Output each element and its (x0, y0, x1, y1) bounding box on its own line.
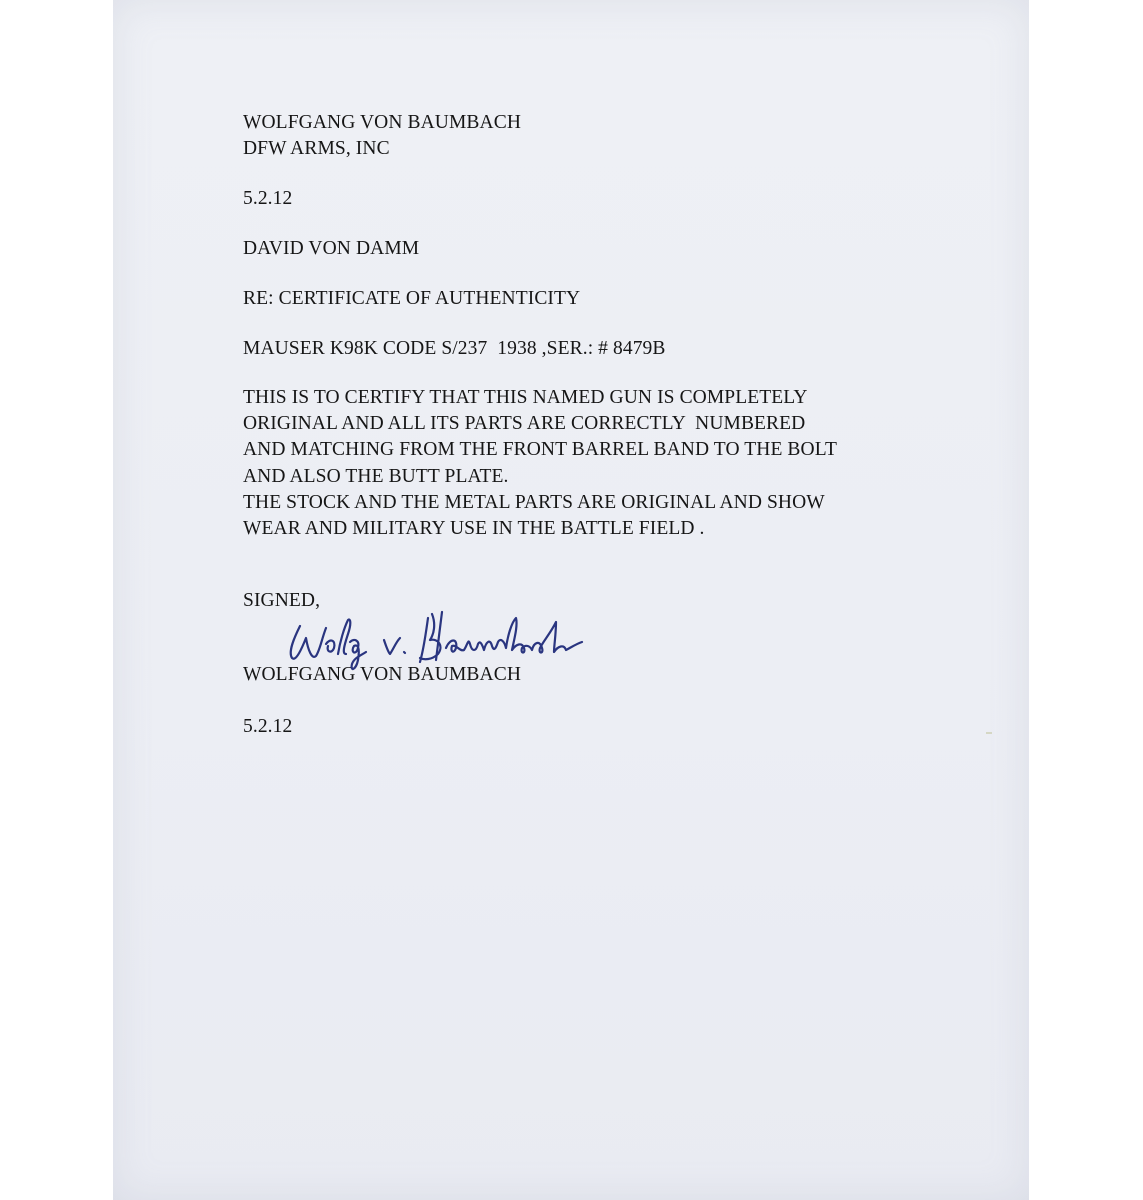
signature-ink (291, 612, 582, 669)
paper-speck (986, 732, 992, 734)
signatory-name: WOLFGANG VON BAUMBACH (243, 664, 522, 685)
item-description: MAUSER K98K CODE S/237 1938 ,SER.: # 8479B (243, 338, 666, 359)
signature-date: 5.2.12 (243, 716, 293, 737)
handwritten-signature (286, 604, 626, 680)
sender-name: WOLFGANG VON BAUMBACH (243, 112, 522, 133)
body-line: THIS IS TO CERTIFY THAT THIS NAMED GUN IS COMPLETELY (243, 387, 808, 408)
body-line: AND ALSO THE BUTT PLATE. (243, 465, 509, 487)
body-line: ORIGINAL AND ALL ITS PARTS ARE CORRECTLY NUMBERED (243, 413, 806, 435)
body-line: WEAR AND MILITARY USE IN THE BATTLE FIELD . (243, 518, 705, 540)
closing-signed: SIGNED, (243, 590, 321, 611)
body-line: THE STOCK AND THE METAL PARTS ARE ORIGINAL AND SHOW (243, 491, 825, 513)
certification-body (243, 385, 837, 542)
body-line: AND MATCHING FROM THE FRONT BARREL BAND TO THE BOLT (243, 439, 837, 461)
letter-date: 5.2.12 (243, 188, 293, 209)
recipient-name: DAVID VON DAMM (243, 238, 420, 259)
subject-line: RE: CERTIFICATE OF AUTHENTICITY (243, 288, 581, 309)
sender-company: DFW ARMS, INC (243, 138, 390, 159)
